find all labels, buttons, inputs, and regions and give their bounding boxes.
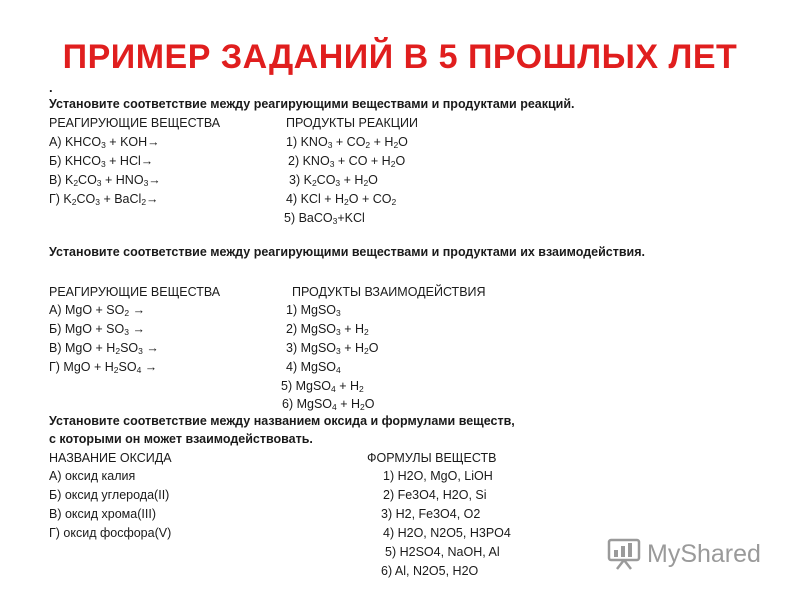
task1-reactant-item: А) $KHCO_3 + KOH\to$ [49,135,160,150]
task2-col-right-header: ПРОДУКТЫ ВЗАИМОДЕЙСТВИЯ [292,285,486,299]
task1-reactant-item: В) $K_2CO_3 + HNO_3\to$ [49,173,161,188]
task3-formula-item: 2) Fe3O4, H2O, Si [383,488,487,502]
task2-reactant-item: А) MgO + $SO_2$ → [49,303,146,318]
bullet-dot: . [49,80,53,95]
task1-prompt: Установите соответствие между реагирующими веществами и продуктами реакций. [49,97,575,111]
task2-product-item: 4) MgSO$_4$ [286,360,341,375]
task2-col-left-header: РЕАГИРУЮЩИЕ ВЕЩЕСТВА [49,285,221,299]
task3-formula-item: 3) H2, Fe3O4, O2 [381,507,481,521]
task3-prompt-line1: Установите соответствие между названием оксида и формулами веществ, [49,414,515,428]
task1-col-right-header: ПРОДУКТЫ РЕАКЦИИ [286,116,419,130]
task2-product-item: 3) MgSO$_3$ + $H_2O$ [286,341,379,356]
task1-product-item: 3) $K_2CO_3 + H_2O$ [289,173,378,188]
task1-col-left-header: РЕАГИРУЮЩИЕ ВЕЩЕСТВА [49,116,221,130]
task2-product-item: 6) MgSO$_4$ + $H_2O$ [282,397,375,412]
task2-product-item: 2) MgSO$_3$ + $H_2$ [286,322,369,337]
task2-prompt: Установите соответствие между реагирующими веществами и продуктами их взаимодействия. [49,245,646,259]
presentation-board-icon [607,538,641,570]
task2-product-item: 5) MgSO$_4$ + $H_2$ [281,379,364,394]
task3-formula-item: 6) Al, N2O5, H2O [381,564,479,578]
task3-oxide-item: В) оксид хрома(III) [49,507,156,521]
task3-oxide-item: Б) оксид углерода(II) [49,488,170,502]
task3-oxide-item: А) оксид калия [49,469,136,483]
task3-formula-item: 4) H2O, N2O5, H3PO4 [383,526,511,540]
task1-product-item: 4) KCl + $H_2O + CO_2$ [286,192,397,207]
task3-formula-item: 5) H2SO4, NaOH, Al [385,545,500,559]
task3-formula-item: 1) H2O, MgO, LiOH [383,469,493,483]
task1-product-item: 2) $KNO_3$ + CO + $H_2O$ [288,154,406,169]
task3-col-left-header: НАЗВАНИЕ ОКСИДА [49,451,172,465]
task3-col-right-header: ФОРМУЛЫ ВЕЩЕСТВ [367,451,497,465]
task1-reactant-item: Г) $K_2CO_3$ + BaCl$_2$→ [49,192,159,207]
page-title: ПРИМЕР ЗАДАНИЙ В 5 ПРОШЛЫХ ЛЕТ [62,38,738,76]
task3-prompt-line2: с которыми он может взаимодействовать. [49,432,313,446]
task3-oxide-item: Г) оксид фосфора(V) [49,526,172,540]
task1-product-item: 5) BaCO$_3$+KCl [284,211,365,226]
myshared-logo [607,536,767,572]
task2-reactant-item: Г) MgO + $H_2SO_4$ → [49,360,158,375]
task2-reactant-item: В) MgO + $H_2SO_3$ → [49,341,159,356]
task1-reactant-item: Б) $KHCO_3 + HCl\to$ [49,154,154,169]
task1-product-item: 1) $KNO_3 + CO_2 + H_2O$ [286,135,408,150]
watermark-text: MyShared [647,539,761,568]
task2-reactant-item: Б) MgO + $SO_3$ → [49,322,145,337]
task2-product-item: 1) MgSO$_3$ [286,303,341,318]
